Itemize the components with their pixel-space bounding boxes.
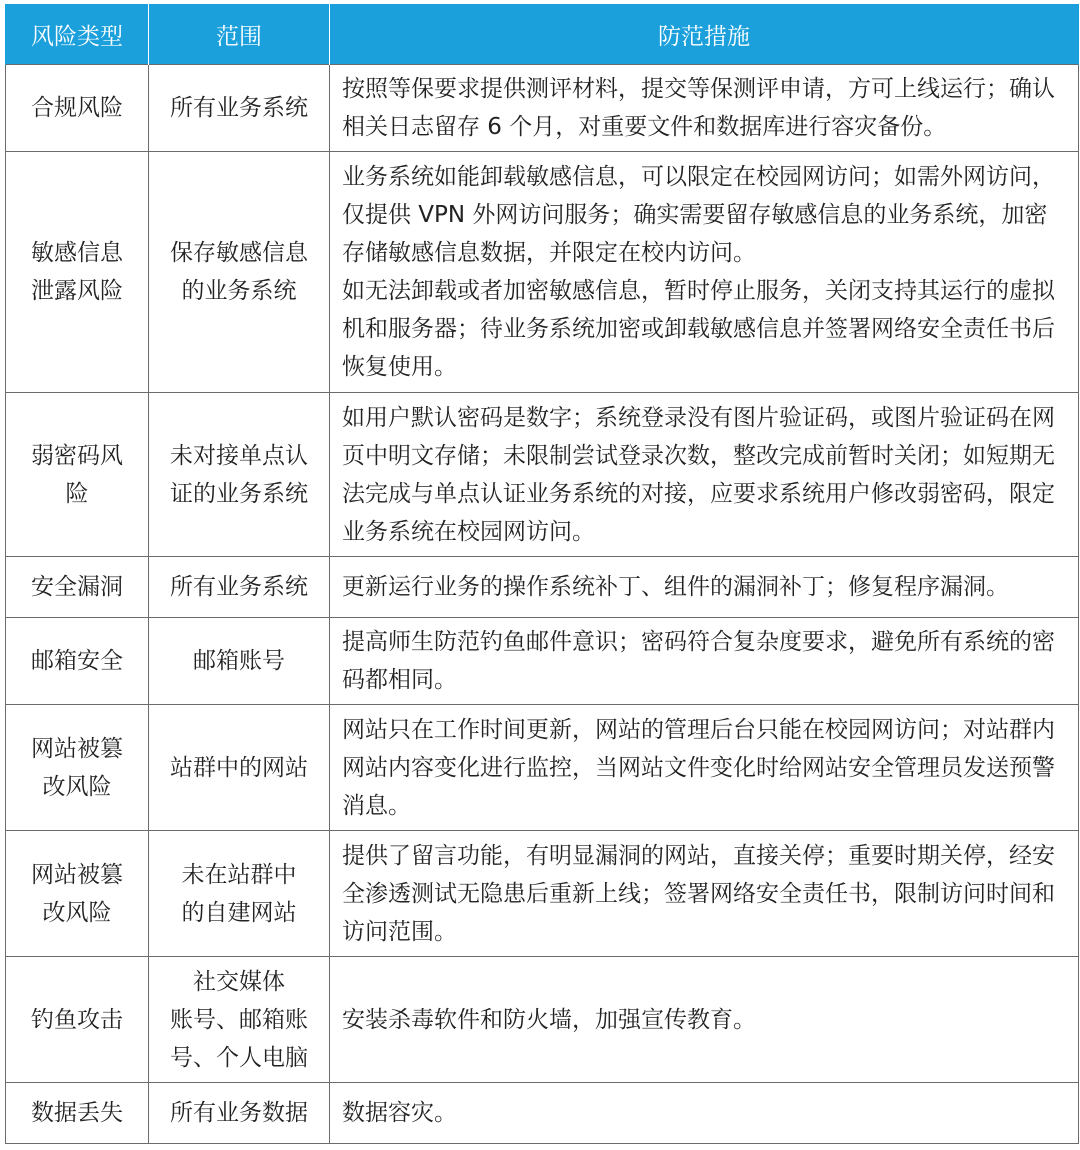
scope-cell: 保存敏感信息 的业务系统 bbox=[149, 152, 330, 393]
risk-type-cell: 钓鱼攻击 bbox=[6, 957, 149, 1083]
table-row bbox=[6, 1083, 1079, 1144]
measure-paragraph: 更新运行业务的操作系统补丁、组件的漏洞补丁；修复程序漏洞。 bbox=[342, 574, 1009, 600]
risk-type-cell: 安全漏洞 bbox=[6, 557, 149, 618]
risk-type-cell: 弱密码风 险 bbox=[6, 393, 149, 557]
measure-paragraph: 网站只在工作时间更新，网站的管理后台只能在校园网访问；对站群内网站内容变化进行监控，当网站文件变化时给网站安全管理员发送预警消息。 bbox=[342, 716, 1055, 819]
risk-type-cell: 网站被篡 改风险 bbox=[6, 831, 149, 957]
risk-type-cell: 邮箱安全 bbox=[6, 618, 149, 705]
table-row bbox=[6, 831, 1079, 957]
measure-cell bbox=[330, 705, 1079, 831]
measure-paragraph: 数据容灾。 bbox=[342, 1100, 457, 1126]
risk-type-cell: 合规风险 bbox=[6, 65, 149, 152]
risk-measures-table bbox=[5, 4, 1079, 1144]
table-row bbox=[6, 393, 1079, 557]
measure-paragraph: 提供了留言功能，有明显漏洞的网站，直接关停；重要时期关停，经安全渗透测试无隐患后重新上线；签署网络安全责任书，限制访问时间和访问范围。 bbox=[342, 842, 1055, 945]
risk-type-cell: 敏感信息 泄露风险 bbox=[6, 152, 149, 393]
table-row bbox=[6, 557, 1079, 618]
measure-cell bbox=[330, 618, 1079, 705]
measure-paragraph: 按照等保要求提供测评材料，提交等保测评申请，方可上线运行；确认相关日志留存 6 个月，对重要文件和数据库进行容灾备份。 bbox=[342, 76, 1055, 140]
measure-cell bbox=[330, 957, 1079, 1083]
table-row bbox=[6, 705, 1079, 831]
scope-cell: 所有业务系统 bbox=[149, 557, 330, 618]
scope-cell: 社交媒体 账号、邮箱账 号、个人电脑 bbox=[149, 957, 330, 1083]
measure-paragraph: 如用户默认密码是数字；系统登录没有图片验证码，或图片验证码在网页中明文存储；未限制尝试登录次数，整改完成前暂时关闭；如短期无法完成与单点认证业务系统的对接，应要求系统用户修改弱密码，限定业务系统在校园网访问。 bbox=[342, 404, 1055, 545]
table-row bbox=[6, 957, 1079, 1083]
table-body bbox=[6, 65, 1079, 1144]
risk-table-container bbox=[5, 4, 1078, 1144]
header-scope: 范围 bbox=[149, 4, 330, 65]
measure-cell bbox=[330, 1083, 1079, 1144]
measure-cell bbox=[330, 65, 1079, 152]
header-risk-type: 风险类型 bbox=[6, 4, 149, 65]
scope-cell: 站群中的网站 bbox=[149, 705, 330, 831]
scope-cell: 未对接单点认 证的业务系统 bbox=[149, 393, 330, 557]
risk-type-cell: 网站被篡 改风险 bbox=[6, 705, 149, 831]
measure-paragraph: 提高师生防范钓鱼邮件意识；密码符合复杂度要求，避免所有系统的密码都相同。 bbox=[342, 629, 1055, 693]
table-row bbox=[6, 618, 1079, 705]
risk-type-cell: 数据丢失 bbox=[6, 1083, 149, 1144]
scope-cell: 所有业务数据 bbox=[149, 1083, 330, 1144]
table-header bbox=[6, 4, 1079, 65]
measure-paragraph: 业务系统如能卸载敏感信息，可以限定在校园网访问；如需外网访问，仅提供 VPN 外网访问服务；确实需要留存敏感信息的业务系统，加密存储敏感信息数据，并限定在校内访问。 bbox=[342, 164, 1055, 266]
measure-cell bbox=[330, 393, 1079, 557]
measure-paragraph: 如无法卸载或者加密敏感信息，暂时停止服务，关闭支持其运行的虚拟机和服务器；待业务系统加密或卸载敏感信息并签署网络安全责任书后恢复使用。 bbox=[342, 278, 1055, 380]
measure-cell bbox=[330, 831, 1079, 957]
measure-cell bbox=[330, 557, 1079, 618]
scope-cell: 未在站群中 的自建网站 bbox=[149, 831, 330, 957]
table-row bbox=[6, 65, 1079, 152]
scope-cell: 所有业务系统 bbox=[149, 65, 330, 152]
scope-cell: 邮箱账号 bbox=[149, 618, 330, 705]
measure-paragraph: 安装杀毒软件和防火墙，加强宣传教育。 bbox=[342, 1006, 756, 1033]
header-row bbox=[6, 4, 1079, 65]
table-row bbox=[6, 152, 1079, 393]
measure-cell bbox=[330, 152, 1079, 393]
header-measures: 防范措施 bbox=[330, 4, 1079, 65]
